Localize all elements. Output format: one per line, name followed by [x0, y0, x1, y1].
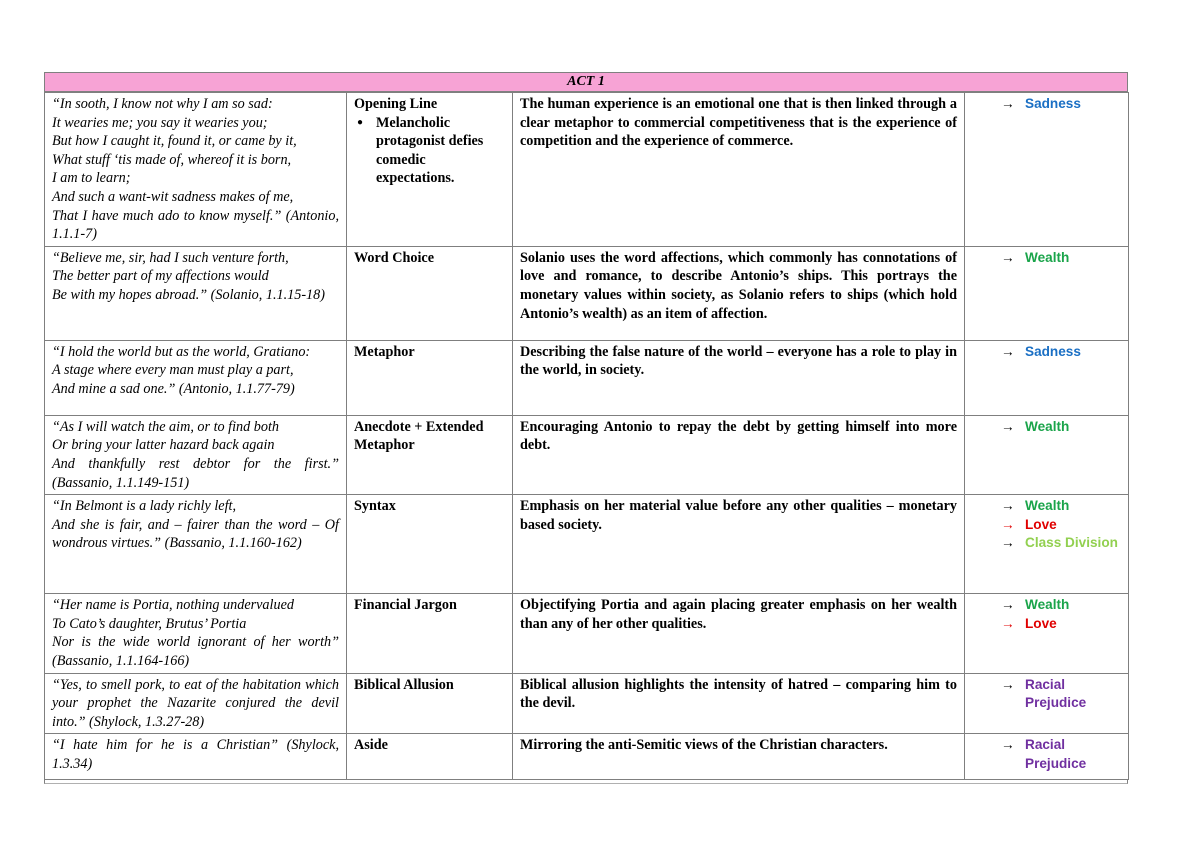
theme-tag	[1001, 516, 1121, 535]
quote-line: The better part of my affections would	[52, 268, 269, 285]
device-label: Metaphor	[354, 343, 415, 360]
theme-tag	[1001, 596, 1121, 615]
theme-cell	[965, 93, 1129, 247]
quote-line: And she is fair, and – fairer than the word – Of wondrous virtues.” (Bassanio, 1.1.160-162)	[52, 516, 339, 552]
quote-line: Nor is the wide world ignorant of her worth” (Bassanio, 1.1.164-166)	[52, 634, 339, 669]
arrow-right-icon: →	[1001, 516, 1015, 532]
device-label: Opening Line	[354, 96, 438, 112]
arrow-right-icon: →	[1001, 498, 1015, 514]
quote-line: What stuff ‘tis made of, whereof it is born,	[52, 151, 292, 168]
act-table-page	[44, 72, 1128, 784]
device-cell	[347, 495, 513, 594]
theme-tag	[1001, 534, 1121, 553]
quote-line: “Yes, to smell pork, to eat of the habitation which your prophet the Nazarite conjured the devil into.” (Shylock, 1.3.27-28)	[52, 676, 339, 730]
quote-line: And mine a sad one.” (Antonio, 1.1.77-79)	[52, 380, 295, 397]
analysis-cell: Biblical allusion highlights the intensity of hatred – comparing him to the devil.	[513, 673, 965, 734]
theme-cell	[965, 415, 1129, 494]
analysis-cell: The human experience is an emotional one that is then linked through a clear metaphor to commercial competitiveness that is the experience of competition and the experience of commerce.	[513, 93, 965, 247]
device-cell	[347, 93, 513, 247]
quote-cell	[45, 246, 347, 340]
analysis-table	[44, 92, 1129, 780]
theme-tag	[1001, 497, 1121, 516]
analysis-cell: Solanio uses the word affections, which commonly has connotations of love and romance, to describe Antonio’s ships. This portrays the monetary values within society, as Solanio refers to ships (which hold Antonio’s wealth) as an item of affection.	[513, 246, 965, 340]
theme-cell	[965, 495, 1129, 594]
table-row	[45, 246, 1129, 340]
arrow-right-icon: →	[1001, 343, 1015, 359]
arrow-right-icon: →	[1001, 597, 1015, 613]
device-bullet-list	[354, 114, 505, 188]
quote-line: That I have much ado to know myself.” (Antonio, 1.1.1-7)	[52, 207, 339, 243]
theme-label: Love	[1025, 516, 1057, 532]
quote-cell	[45, 93, 347, 247]
theme-cell	[965, 594, 1129, 673]
quote-line: “In Belmont is a lady richly left,	[52, 498, 237, 515]
table-continuation	[44, 780, 1128, 784]
quote-line: “Believe me, sir, had I such venture forth,	[52, 249, 289, 266]
theme-tag	[1001, 676, 1121, 713]
quote-line: I am to learn;	[52, 170, 131, 187]
arrow-right-icon: →	[1001, 737, 1015, 753]
table-row	[45, 93, 1129, 247]
quote-cell	[45, 594, 347, 673]
device-bullet: ● Melancholic protagonist defies comedic expectations.	[376, 114, 505, 188]
arrow-right-icon: →	[1001, 535, 1015, 551]
analysis-cell: Objectifying Portia and again placing greater emphasis on her wealth than any of her other qualities.	[513, 594, 965, 673]
quote-line: But how I caught it, found it, or came by it,	[52, 133, 297, 150]
table-row	[45, 734, 1129, 780]
quote-line: “Her name is Portia, nothing undervalued	[52, 597, 294, 614]
device-cell	[347, 734, 513, 780]
device-cell	[347, 246, 513, 340]
device-cell	[347, 594, 513, 673]
analysis-cell: Mirroring the anti-Semitic views of the Christian characters.	[513, 734, 965, 780]
arrow-right-icon: →	[1001, 249, 1015, 265]
quote-cell	[45, 734, 347, 780]
analysis-cell: Describing the false nature of the world – everyone has a role to play in the world, in society.	[513, 340, 965, 415]
arrow-right-icon: →	[1001, 96, 1015, 111]
theme-label: Sadness	[1025, 96, 1081, 111]
analysis-cell: Emphasis on her material value before any other qualities – monetary based society.	[513, 495, 965, 594]
table-row	[45, 340, 1129, 415]
theme-cell	[965, 734, 1129, 780]
theme-cell	[965, 673, 1129, 734]
table-row	[45, 415, 1129, 494]
theme-tag	[1001, 95, 1121, 114]
theme-tag	[1001, 736, 1121, 773]
quote-cell	[45, 673, 347, 734]
device-label: Syntax	[354, 498, 396, 515]
theme-label: Racial Prejudice	[1025, 737, 1087, 771]
device-label: Anecdote + Extended Metaphor	[354, 418, 484, 454]
theme-label: Wealth	[1025, 597, 1070, 613]
arrow-right-icon: →	[1001, 615, 1015, 631]
quote-cell	[45, 340, 347, 415]
act-header	[44, 72, 1128, 92]
quote-cell	[45, 415, 347, 494]
quote-line: “In sooth, I know not why I am so sad:	[52, 96, 273, 112]
theme-label: Love	[1025, 615, 1057, 631]
device-label: Biblical Allusion	[354, 676, 454, 693]
theme-tag	[1001, 249, 1121, 268]
quote-line: “As I will watch the aim, or to find both	[52, 418, 280, 435]
theme-cell	[965, 246, 1129, 340]
theme-tag	[1001, 343, 1121, 362]
quote-line: Or bring your latter hazard back again	[52, 437, 275, 454]
table-row	[45, 594, 1129, 673]
quote-line: And such a want-wit sadness makes of me,	[52, 188, 294, 205]
device-cell	[347, 673, 513, 734]
arrow-right-icon: →	[1001, 418, 1015, 434]
table-body	[45, 93, 1129, 780]
theme-cell	[965, 340, 1129, 415]
device-label: Financial Jargon	[354, 597, 457, 614]
device-cell	[347, 340, 513, 415]
theme-label: Wealth	[1025, 498, 1070, 514]
arrow-right-icon: →	[1001, 676, 1015, 692]
quote-line: Be with my hopes abroad.” (Solanio, 1.1.15-18)	[52, 286, 325, 303]
theme-label: Wealth	[1025, 418, 1070, 434]
quote-cell	[45, 495, 347, 594]
quote-line: A stage where every man must play a part,	[52, 362, 294, 379]
theme-tag	[1001, 418, 1121, 437]
quote-line: And thankfully rest debtor for the first.” (Bassanio, 1.1.149-151)	[52, 455, 339, 491]
quote-line: It wearies me; you say it wearies you;	[52, 114, 268, 131]
device-label: Word Choice	[354, 249, 434, 266]
quote-line: “I hold the world but as the world, Gratiano:	[52, 343, 311, 360]
theme-tag	[1001, 615, 1121, 634]
device-cell	[347, 415, 513, 494]
theme-label: Class Division	[1025, 535, 1118, 551]
act-title: ACT 1	[567, 74, 605, 89]
analysis-cell: Encouraging Antonio to repay the debt by getting himself into more debt.	[513, 415, 965, 494]
device-label: Aside	[354, 737, 388, 754]
quote-line: To Cato’s daughter, Brutus’ Portia	[52, 615, 247, 632]
theme-label: Racial Prejudice	[1025, 676, 1087, 711]
quote-line: “I hate him for he is a Christian” (Shylock, 1.3.34)	[52, 737, 339, 772]
theme-label: Wealth	[1025, 249, 1070, 265]
table-row	[45, 673, 1129, 734]
table-row	[45, 495, 1129, 594]
theme-label: Sadness	[1025, 343, 1081, 359]
